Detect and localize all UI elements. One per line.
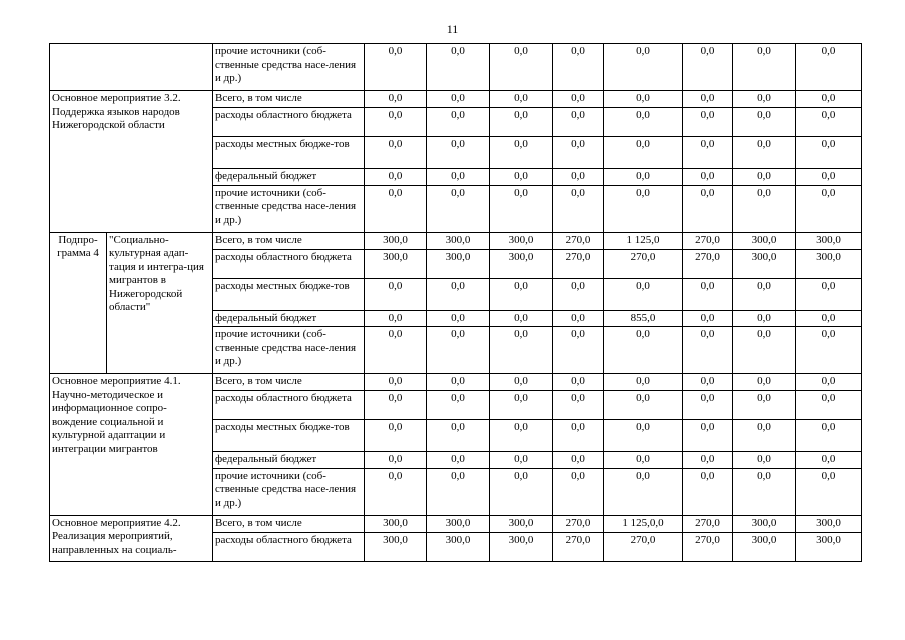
value-cell: 0,0 bbox=[490, 374, 553, 391]
value-cell: 0,0 bbox=[604, 278, 683, 310]
value-cell: 0,0 bbox=[683, 169, 733, 186]
value-cell: 0,0 bbox=[365, 108, 427, 137]
value-cell: 1 125,0,0 bbox=[604, 515, 683, 532]
value-cell: 0,0 bbox=[733, 374, 796, 391]
value-cell: 0,0 bbox=[683, 185, 733, 232]
value-cell: 300,0 bbox=[796, 515, 862, 532]
value-cell: 270,0 bbox=[553, 232, 604, 249]
value-cell: 0,0 bbox=[365, 185, 427, 232]
value-cell: 0,0 bbox=[427, 108, 490, 137]
value-cell: 0,0 bbox=[365, 452, 427, 469]
value-cell: 0,0 bbox=[683, 108, 733, 137]
value-cell: 300,0 bbox=[733, 532, 796, 561]
value-cell: 0,0 bbox=[604, 327, 683, 374]
value-cell: 300,0 bbox=[796, 249, 862, 278]
value-cell: 0,0 bbox=[490, 327, 553, 374]
value-cell: 0,0 bbox=[733, 137, 796, 169]
value-cell: 0,0 bbox=[683, 391, 733, 420]
value-cell: 0,0 bbox=[365, 468, 427, 515]
value-cell: 0,0 bbox=[365, 91, 427, 108]
value-cell: 300,0 bbox=[490, 249, 553, 278]
value-cell: 0,0 bbox=[427, 420, 490, 452]
funding-source-label: прочие источники (соб-ственные средства насе-ления и др.) bbox=[213, 468, 365, 515]
value-cell: 300,0 bbox=[490, 232, 553, 249]
value-cell: 0,0 bbox=[683, 420, 733, 452]
event-title: Основное мероприятие 3.2. Поддержка языков народов Нижегородской области bbox=[50, 91, 213, 233]
value-cell: 0,0 bbox=[733, 391, 796, 420]
funding-source-label: прочие источники (соб-ственные средства насе-ления и др.) bbox=[213, 44, 365, 91]
value-cell: 0,0 bbox=[683, 374, 733, 391]
budget-table-body bbox=[50, 44, 862, 562]
value-cell: 0,0 bbox=[365, 137, 427, 169]
value-cell: 0,0 bbox=[490, 185, 553, 232]
funding-source-label: Всего, в том числе bbox=[213, 91, 365, 108]
value-cell: 0,0 bbox=[490, 391, 553, 420]
value-cell: 0,0 bbox=[490, 169, 553, 186]
value-cell: 0,0 bbox=[553, 44, 604, 91]
value-cell: 270,0 bbox=[553, 515, 604, 532]
value-cell: 270,0 bbox=[604, 249, 683, 278]
value-cell: 0,0 bbox=[553, 327, 604, 374]
value-cell: 0,0 bbox=[604, 169, 683, 186]
value-cell: 0,0 bbox=[796, 108, 862, 137]
table-row bbox=[50, 44, 862, 91]
value-cell: 0,0 bbox=[365, 374, 427, 391]
value-cell: 300,0 bbox=[733, 515, 796, 532]
event-title: Основное мероприятие 4.2. Реализация мероприятий, направленных на социаль- bbox=[50, 515, 213, 561]
value-cell: 0,0 bbox=[604, 420, 683, 452]
funding-source-label: Всего, в том числе bbox=[213, 374, 365, 391]
value-cell: 0,0 bbox=[733, 185, 796, 232]
value-cell: 0,0 bbox=[427, 391, 490, 420]
value-cell: 0,0 bbox=[604, 108, 683, 137]
value-cell: 300,0 bbox=[427, 532, 490, 561]
value-cell: 0,0 bbox=[427, 91, 490, 108]
value-cell: 300,0 bbox=[365, 232, 427, 249]
value-cell: 0,0 bbox=[733, 169, 796, 186]
value-cell: 0,0 bbox=[733, 108, 796, 137]
value-cell: 0,0 bbox=[796, 468, 862, 515]
value-cell: 0,0 bbox=[490, 108, 553, 137]
value-cell: 0,0 bbox=[604, 185, 683, 232]
value-cell: 0,0 bbox=[490, 137, 553, 169]
value-cell: 0,0 bbox=[553, 91, 604, 108]
funding-source-label: федеральный бюджет bbox=[213, 452, 365, 469]
value-cell: 0,0 bbox=[427, 185, 490, 232]
value-cell: 0,0 bbox=[365, 327, 427, 374]
value-cell: 0,0 bbox=[796, 169, 862, 186]
value-cell: 0,0 bbox=[604, 452, 683, 469]
value-cell: 270,0 bbox=[604, 532, 683, 561]
value-cell: 0,0 bbox=[604, 374, 683, 391]
value-cell: 270,0 bbox=[683, 249, 733, 278]
value-cell: 0,0 bbox=[733, 468, 796, 515]
value-cell: 0,0 bbox=[490, 91, 553, 108]
value-cell: 300,0 bbox=[796, 232, 862, 249]
value-cell: 0,0 bbox=[553, 137, 604, 169]
value-cell: 270,0 bbox=[683, 515, 733, 532]
value-cell: 0,0 bbox=[365, 310, 427, 327]
table-row bbox=[50, 232, 862, 249]
funding-source-label: расходы местных бюдже-тов bbox=[213, 278, 365, 310]
value-cell: 0,0 bbox=[796, 185, 862, 232]
funding-source-label: федеральный бюджет bbox=[213, 169, 365, 186]
value-cell: 0,0 bbox=[427, 327, 490, 374]
funding-source-label: расходы областного бюджета bbox=[213, 532, 365, 561]
funding-source-label: расходы областного бюджета bbox=[213, 249, 365, 278]
value-cell: 0,0 bbox=[553, 452, 604, 469]
value-cell: 0,0 bbox=[365, 420, 427, 452]
value-cell: 0,0 bbox=[796, 327, 862, 374]
value-cell: 0,0 bbox=[733, 278, 796, 310]
value-cell: 0,0 bbox=[365, 278, 427, 310]
value-cell: 0,0 bbox=[796, 452, 862, 469]
value-cell: 0,0 bbox=[427, 374, 490, 391]
funding-source-label: Всего, в том числе bbox=[213, 232, 365, 249]
value-cell: 0,0 bbox=[733, 310, 796, 327]
funding-source-label: федеральный бюджет bbox=[213, 310, 365, 327]
value-cell: 0,0 bbox=[427, 44, 490, 91]
value-cell: 0,0 bbox=[604, 468, 683, 515]
value-cell: 0,0 bbox=[604, 391, 683, 420]
value-cell: 0,0 bbox=[683, 44, 733, 91]
funding-source-label: прочие источники (соб-ственные средства насе-ления и др.) bbox=[213, 185, 365, 232]
value-cell: 0,0 bbox=[553, 468, 604, 515]
subprogram-label: Подпро-грамма 4 bbox=[50, 232, 107, 374]
value-cell: 0,0 bbox=[683, 468, 733, 515]
value-cell: 0,0 bbox=[683, 327, 733, 374]
funding-source-label: расходы областного бюджета bbox=[213, 108, 365, 137]
value-cell: 0,0 bbox=[796, 374, 862, 391]
value-cell: 0,0 bbox=[553, 169, 604, 186]
funding-source-label: расходы местных бюдже-тов bbox=[213, 137, 365, 169]
table-row bbox=[50, 515, 862, 532]
value-cell: 300,0 bbox=[427, 515, 490, 532]
value-cell: 0,0 bbox=[553, 108, 604, 137]
value-cell: 0,0 bbox=[490, 420, 553, 452]
value-cell: 300,0 bbox=[427, 249, 490, 278]
value-cell: 855,0 bbox=[604, 310, 683, 327]
subprogram-title: "Социально-культурная адап-тация и интегра-ция мигрантов в Нижегородской области" bbox=[107, 232, 213, 374]
value-cell: 0,0 bbox=[365, 44, 427, 91]
value-cell: 300,0 bbox=[796, 532, 862, 561]
value-cell: 0,0 bbox=[604, 44, 683, 91]
value-cell: 0,0 bbox=[427, 452, 490, 469]
value-cell: 0,0 bbox=[796, 420, 862, 452]
value-cell: 300,0 bbox=[365, 515, 427, 532]
value-cell: 1 125,0 bbox=[604, 232, 683, 249]
value-cell: 0,0 bbox=[427, 278, 490, 310]
value-cell: 0,0 bbox=[365, 169, 427, 186]
value-cell: 0,0 bbox=[553, 310, 604, 327]
funding-source-label: расходы областного бюджета bbox=[213, 391, 365, 420]
value-cell: 0,0 bbox=[733, 327, 796, 374]
value-cell: 0,0 bbox=[553, 374, 604, 391]
budget-table bbox=[49, 43, 862, 562]
value-cell: 270,0 bbox=[553, 532, 604, 561]
value-cell: 0,0 bbox=[683, 310, 733, 327]
value-cell: 0,0 bbox=[604, 137, 683, 169]
value-cell: 300,0 bbox=[733, 232, 796, 249]
value-cell: 0,0 bbox=[733, 44, 796, 91]
value-cell: 0,0 bbox=[796, 278, 862, 310]
value-cell: 0,0 bbox=[604, 91, 683, 108]
value-cell: 0,0 bbox=[796, 310, 862, 327]
value-cell: 0,0 bbox=[796, 91, 862, 108]
value-cell: 0,0 bbox=[733, 91, 796, 108]
value-cell: 300,0 bbox=[490, 532, 553, 561]
value-cell: 0,0 bbox=[427, 169, 490, 186]
value-cell: 0,0 bbox=[796, 44, 862, 91]
funding-source-label: расходы местных бюдже-тов bbox=[213, 420, 365, 452]
value-cell: 0,0 bbox=[683, 452, 733, 469]
value-cell: 0,0 bbox=[490, 278, 553, 310]
event-title: Основное мероприятие 4.1. Научно-методическое и информационное сопро-вождение социальной и культурной адаптации и интеграции мигрантов bbox=[50, 374, 213, 516]
value-cell: 0,0 bbox=[733, 420, 796, 452]
value-cell: 0,0 bbox=[796, 137, 862, 169]
value-cell: 0,0 bbox=[490, 452, 553, 469]
value-cell: 0,0 bbox=[683, 91, 733, 108]
funding-source-label: прочие источники (соб-ственные средства насе-ления и др.) bbox=[213, 327, 365, 374]
table-row bbox=[50, 91, 862, 108]
value-cell: 0,0 bbox=[427, 468, 490, 515]
page-number: 11 bbox=[446, 22, 459, 36]
value-cell: 300,0 bbox=[733, 249, 796, 278]
value-cell: 0,0 bbox=[553, 420, 604, 452]
value-cell: 0,0 bbox=[365, 391, 427, 420]
value-cell: 0,0 bbox=[553, 391, 604, 420]
value-cell: 0,0 bbox=[796, 391, 862, 420]
value-cell: 0,0 bbox=[427, 310, 490, 327]
value-cell: 0,0 bbox=[733, 452, 796, 469]
value-cell: 300,0 bbox=[490, 515, 553, 532]
value-cell: 0,0 bbox=[683, 137, 733, 169]
value-cell: 0,0 bbox=[553, 278, 604, 310]
value-cell: 0,0 bbox=[553, 185, 604, 232]
value-cell: 270,0 bbox=[683, 532, 733, 561]
value-cell: 0,0 bbox=[490, 468, 553, 515]
value-cell: 0,0 bbox=[427, 137, 490, 169]
value-cell: 300,0 bbox=[427, 232, 490, 249]
empty-cell bbox=[50, 44, 213, 91]
value-cell: 300,0 bbox=[365, 249, 427, 278]
table-row bbox=[50, 374, 862, 391]
value-cell: 270,0 bbox=[683, 232, 733, 249]
funding-source-label: Всего, в том числе bbox=[213, 515, 365, 532]
value-cell: 0,0 bbox=[490, 44, 553, 91]
value-cell: 300,0 bbox=[365, 532, 427, 561]
value-cell: 0,0 bbox=[490, 310, 553, 327]
value-cell: 270,0 bbox=[553, 249, 604, 278]
value-cell: 0,0 bbox=[683, 278, 733, 310]
